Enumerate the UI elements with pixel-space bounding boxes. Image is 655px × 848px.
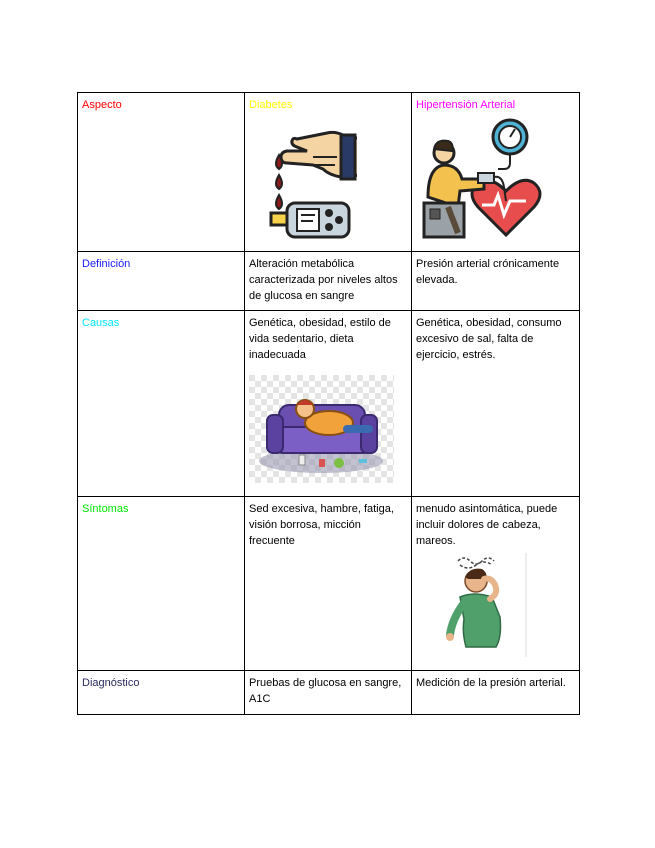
diabetes-cell: Sed excesiva, hambre, fatiga, visión borrosa, micción frecuente	[245, 497, 412, 671]
aspect-cell	[78, 311, 245, 497]
hipertension-cell: Genética, obesidad, consumo excesivo de sal, falta de ejercicio, estrés.	[412, 311, 580, 497]
aspect-cell	[78, 671, 245, 715]
aspect-diagnostico: Diagnóstico	[82, 677, 140, 689]
diabetes-cell: Pruebas de glucosa en sangre, A1C	[245, 671, 412, 715]
aspect-causas: Causas	[82, 317, 120, 329]
diabetes-cell	[245, 311, 412, 497]
table-row	[78, 497, 580, 671]
aspect-cell	[78, 252, 245, 311]
header-row	[78, 93, 580, 252]
aspect-sintomas: Síntomas	[82, 503, 129, 515]
hipertension-cell	[412, 497, 580, 671]
header-cell-aspecto	[78, 93, 245, 252]
diabetes-cell: Alteración metabólica caracterizada por niveles altos de glucosa en sangre	[245, 252, 412, 311]
hipertension-cell: Presión arterial crónicamente elevada.	[412, 252, 580, 311]
table-row	[78, 252, 580, 311]
glucose-meter-finger-icon	[257, 117, 357, 241]
header-cell-diabetes	[245, 93, 412, 252]
header-cell-hipertension	[412, 93, 580, 252]
blood-pressure-monitor-icon	[418, 117, 548, 241]
aspect-cell	[78, 497, 245, 671]
table-row	[78, 311, 580, 497]
causas-diabetes-text: Genética, obesidad, estilo de vida sedentario, dieta inadecuada	[249, 317, 391, 361]
comparison-table	[77, 92, 580, 715]
sintomas-hipertension-text: menudo asintomática, puede incluir dolores de cabeza, mareos.	[416, 503, 558, 547]
header-aspecto-label: Aspecto	[82, 99, 122, 111]
dizzy-man-image	[438, 553, 528, 657]
table-row	[78, 671, 580, 715]
header-diabetes-label: Diabetes	[249, 99, 293, 111]
hipertension-cell: Medición de la presión arterial.	[412, 671, 580, 715]
aspect-definicion: Definición	[82, 258, 131, 270]
sedentary-person-on-couch-image	[249, 375, 394, 483]
header-hipertension-label: Hipertensión Arterial	[416, 99, 516, 111]
